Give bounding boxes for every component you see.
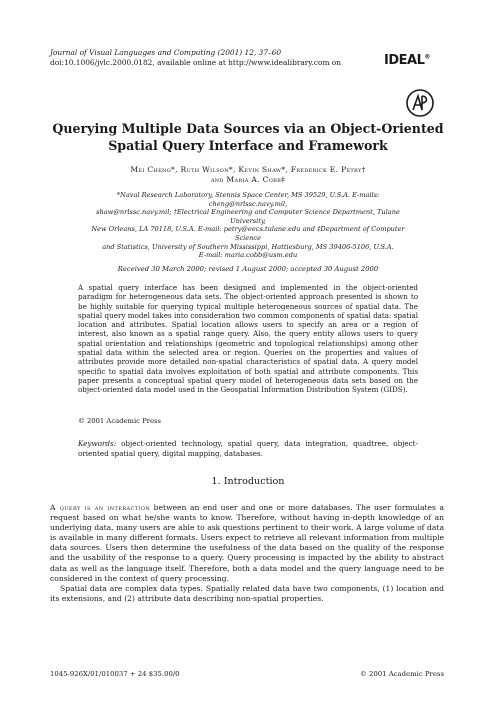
body-text	[50, 503, 444, 604]
author-list	[40, 165, 456, 185]
abstract-copyright: © 2001 Academic Press	[78, 417, 161, 425]
body-paragraph-1	[50, 503, 444, 584]
authors-line-2: and Maria A. Cobb‡	[210, 175, 286, 185]
footer-copyright: © 2001 Academic Press	[359, 670, 444, 678]
page-footer	[50, 670, 444, 678]
section-heading: 1. Introduction	[211, 476, 285, 487]
paragraph-1-rest: between an end user and one or more databases. The user formulates a request based on what he/she wants to know. Therefore, without having in-depth knowledge of an underlying data, many users are able to ask questions pertinent to their work. A large volume of data is available in many different formats. Users expect to retrieve all relevant information from multiple data sources. Users then determine the usefulness of the data based on the quality of the response and the usability of the response to a query. Query processing is impacted by the ability to abstract data as well as the language itself. Therefore, both a data model and the query language need to be considered in the context of query processing.	[50, 503, 444, 583]
affiliation-line-5: E-mail: maria.cobb@usm.edu	[198, 251, 298, 260]
footer-code: 1045-926X/01/010037 + 24 $35.00/0	[50, 670, 180, 678]
title-line-2: Spatial Query Interface and Framework	[108, 138, 388, 153]
affiliation-line-3: New Orleans, LA 70118, U.S.A. E-mail: petry@eecs.tulane.edu and ‡Department of Computer Science	[91, 225, 405, 242]
affiliation-line-4: and Statistics, University of Southern Mississippi, Hattiesburg, MS 39406-5106, U.S.A.	[102, 242, 394, 251]
keywords-list: object-oriented technology, spatial query, data integration, quadtree, object-oriented spatial query, digital mapping, databases.	[78, 439, 418, 458]
paragraph-lead: A query is an interaction	[50, 503, 151, 512]
affiliations	[80, 191, 416, 260]
paper-title	[40, 120, 456, 154]
keywords	[78, 439, 418, 458]
journal-header	[50, 48, 341, 68]
doi-line: doi:10.1006/jvlc.2000.0182, available online at http://www.idealibrary.com on	[50, 57, 342, 67]
body-paragraph-2: Spatial data are complex data types. Spatially related data have two components, (1) location and its extensions, and (2) attribute data describing non-spatial properties.	[50, 583, 444, 603]
ideal-logo-mark: ®	[424, 53, 430, 61]
journal-citation: Journal of Visual Languages and Computing (2001) 12, 37–60	[50, 48, 282, 57]
ideal-logo-text: IDEAL	[384, 53, 425, 68]
abstract-text: A spatial query interface has been designed and implemented in the object-oriented paradigm for heterogeneous data sets. The object-oriented approach presented is shown to be highly suitable for querying typical multiple heterogeneous sources of spatial data. The spatial query model takes into consideration two common components of spatial data: spatial location and attributes. Spatial location allows users to specify an area or a region of interest, also known as a spatial range query. Also, the query entity allows users to query spatial orientation and relationships (geometric and topological relationships) among other spatial data within the selected area or region. Queries on the properties and values of attributes provide more detailed non-spatial characteristics of spatial data. A query model specific to spatial data involves exploitation of both spatial and attribute components. This paper presents a conceptual spatial query model of heterogeneous data sets based on the object-oriented data model used in the Geospatial Information Distribution System (GIDS).	[78, 283, 418, 395]
affiliation-line-2: shaw@nrlssc.navy.mil; †Electrical Engineering and Computer Science Department, Tulane University,	[96, 208, 400, 225]
ideal-logo	[384, 53, 430, 68]
affiliation-line-1: *Naval Research Laboratory, Stennis Space Center, MS 39529, U.S.A. E-mails: cheng@nrlssc.navy.mil,	[116, 191, 380, 208]
received-dates: Received 30 March 2000; revised 1 August 2000; accepted 30 August 2000	[117, 265, 379, 273]
title-line-1: Querying Multiple Data Sources via an Object-Oriented	[52, 121, 444, 136]
academic-press-logo-icon	[405, 88, 435, 118]
authors-line-1: Mei Cheng*, Ruth Wilson*, Kevin Shaw*, Frederick E. Petry†	[130, 165, 366, 174]
keywords-label: Keywords:	[78, 439, 117, 448]
